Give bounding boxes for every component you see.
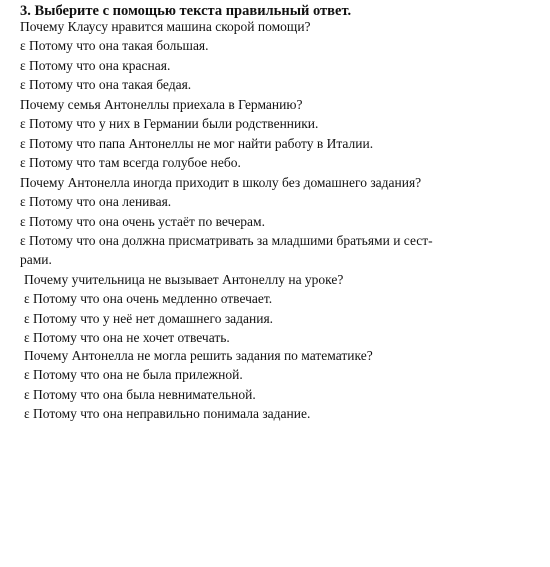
answer-option[interactable]: ε Потому что она должна присматривать за младшими братьями и сест- — [20, 232, 433, 248]
answer-option[interactable]: ε Потому что она была невнимательной. — [24, 386, 256, 402]
answer-option[interactable]: ε Потому что она очень медленно отвечает. — [24, 291, 273, 307]
answer-option[interactable]: ε Потому что она не была прилежной. — [24, 367, 243, 383]
answer-option[interactable]: ε Потому что у них в Германии были родственники. — [20, 116, 319, 132]
question-text: Почему учительница не вызывает Антонеллу на уроке? — [24, 272, 344, 287]
question-text: Почему Антонелла иногда приходит в школу без домашнего задания? — [20, 175, 422, 190]
answer-option[interactable]: ε Потому что у неё нет домашнего задания. — [24, 310, 274, 326]
answer-option[interactable]: ε Потому что она ленивая. — [20, 194, 172, 210]
answer-option[interactable]: ε Потому что она такая бедая. — [20, 76, 192, 92]
answer-option[interactable]: ε Потому что она неправильно понимала задание. — [24, 405, 311, 421]
question-block-1 — [20, 17, 540, 94]
answer-option[interactable]: ε Потому что там всегда голубое небо. — [20, 154, 241, 170]
answer-option[interactable]: ε Потому что папа Антонеллы не мог найти работу в Италии. — [20, 135, 374, 151]
question-text: Почему Антонелла не могла решить задания по математике? — [24, 348, 373, 363]
answer-option[interactable]: ε Потому что она такая большая. — [20, 38, 209, 54]
question-block-2 — [20, 95, 540, 172]
question-text: Почему Клаусу нравится машина скорой помощи? — [20, 19, 311, 34]
question-block-3 — [20, 173, 540, 269]
question-block-5 — [24, 346, 544, 423]
answer-option[interactable]: ε Потому что она не хочет отвечать. — [24, 329, 230, 345]
question-block-4 — [24, 270, 544, 347]
answer-option[interactable]: ε Потому что она очень устаёт по вечерам. — [20, 213, 265, 229]
task-title: 3. Выберите с помощью текста правильный ответ. — [20, 3, 352, 19]
answer-option[interactable]: ε Потому что она красная. — [20, 57, 171, 73]
answer-option-continuation: рами. — [20, 252, 52, 268]
question-text: Почему семья Антонеллы приехала в Германию? — [20, 97, 303, 112]
